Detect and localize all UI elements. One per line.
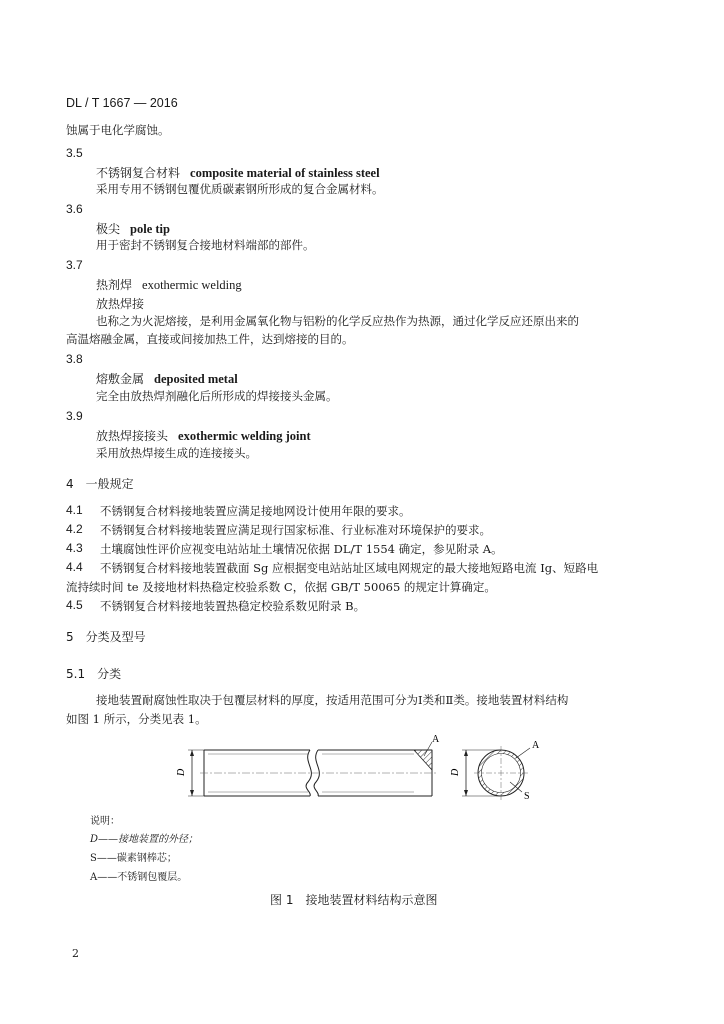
intro-line: 蚀属于电化学腐蚀。 <box>66 123 170 137</box>
term-alt-name: 放热焊接 <box>96 297 145 311</box>
term-en: exothermic welding <box>142 278 242 292</box>
term-definition: 采用专用不锈钢包覆优质碳素钢所形成的复合金属材料。 <box>96 182 384 196</box>
clause-text: 不锈钢复合材料接地装置应满足现行国家标准、行业标准对环境保护的要求。 <box>100 523 491 537</box>
clause-text: 不锈钢复合材料接地装置热稳定校验系数见附录 B。 <box>100 599 366 613</box>
term-definition: 也称之为火泥熔接，是利用金属氧化物与铝粉的化学反应热作为热源，通过化学反应还原出来的 <box>96 314 579 328</box>
clause-number: 4.2 <box>66 522 83 536</box>
page-number: 2 <box>72 947 79 960</box>
term-en: pole tip <box>130 222 170 236</box>
term-number: 3.5 <box>66 146 83 160</box>
legend-item: S——碳素钢棒芯； <box>90 853 177 864</box>
section-title: 4 一般规定 <box>66 477 134 491</box>
label-d: D <box>176 768 187 776</box>
clause-number: 4.5 <box>66 598 83 612</box>
term-cn: 不锈钢复合材料 <box>96 166 181 180</box>
clause-text-cont: 流持续时间 te 及接地材料热稳定校验系数 C，依据 GB/T 50065 的规定计算确定。 <box>66 580 496 594</box>
label-a-section: A <box>532 740 540 751</box>
term-title <box>96 276 242 293</box>
term-en: exothermic welding joint <box>178 429 311 443</box>
term-cn: 放热焊接接头 <box>96 429 169 443</box>
term-title <box>96 370 238 387</box>
term-definition: 用于密封不锈钢复合接地材料端部的部件。 <box>96 238 315 252</box>
term-definition-cont: 高温熔融金属，直接或间接加热工件，达到熔接的目的。 <box>66 332 354 346</box>
clause-text: 不锈钢复合材料接地装置截面 Sg 应根据变电站站址区域电网规定的最大接地短路电流 Ig、短路电 <box>100 561 599 575</box>
figure-caption: 图 1 接地装置材料结构示意图 <box>270 893 438 907</box>
subsection-title: 5.1 分类 <box>66 667 122 681</box>
term-title <box>96 427 311 444</box>
term-cn: 熔敷金属 <box>96 372 145 386</box>
clause-number: 4.1 <box>66 503 83 517</box>
section-title: 5 分类及型号 <box>66 630 146 644</box>
clause-number: 4.4 <box>66 560 83 574</box>
clause-text: 不锈钢复合材料接地装置应满足接地网设计使用年限的要求。 <box>100 504 411 518</box>
paragraph-cont: 如图 1 所示，分类见表 1。 <box>66 712 207 726</box>
term-title <box>96 164 380 181</box>
paragraph: 接地装置耐腐蚀性取决于包覆层材料的厚度，按适用范围可分为Ⅰ类和Ⅱ类。接地装置材料结构 <box>96 693 569 707</box>
legend-title: 说明： <box>90 816 120 827</box>
term-number: 3.8 <box>66 352 83 366</box>
clause-number: 4.3 <box>66 541 83 555</box>
leader-a-section <box>516 748 530 758</box>
term-en: composite material of stainless steel <box>190 166 380 180</box>
term-number: 3.9 <box>66 409 83 423</box>
cross-section-circle <box>474 746 528 800</box>
term-title <box>96 220 170 237</box>
term-cn: 热剂焊 <box>96 278 133 292</box>
document-code-header: DL / T 1667 — 2016 <box>66 96 178 110</box>
term-en: deposited metal <box>154 372 238 386</box>
legend-item: D——接地装置的外径； <box>90 834 199 845</box>
label-d-section: D <box>450 768 461 776</box>
term-number: 3.7 <box>66 258 83 272</box>
label-a-rod: A <box>432 734 440 745</box>
legend-item: A——不锈钢包覆层。 <box>90 872 188 883</box>
label-s-section: S <box>524 791 530 802</box>
term-definition: 采用放热焊接生成的连接接头。 <box>96 446 257 460</box>
figure-diagram <box>170 730 560 810</box>
term-number: 3.6 <box>66 202 83 216</box>
term-cn: 极尖 <box>96 222 121 236</box>
clause-text: 土壤腐蚀性评价应视变电站站址土壤情况依据 DL/T 1554 确定，参见附录 A。 <box>100 542 503 556</box>
term-definition: 完全由放热焊剂融化后所形成的焊接接头金属。 <box>96 389 338 403</box>
